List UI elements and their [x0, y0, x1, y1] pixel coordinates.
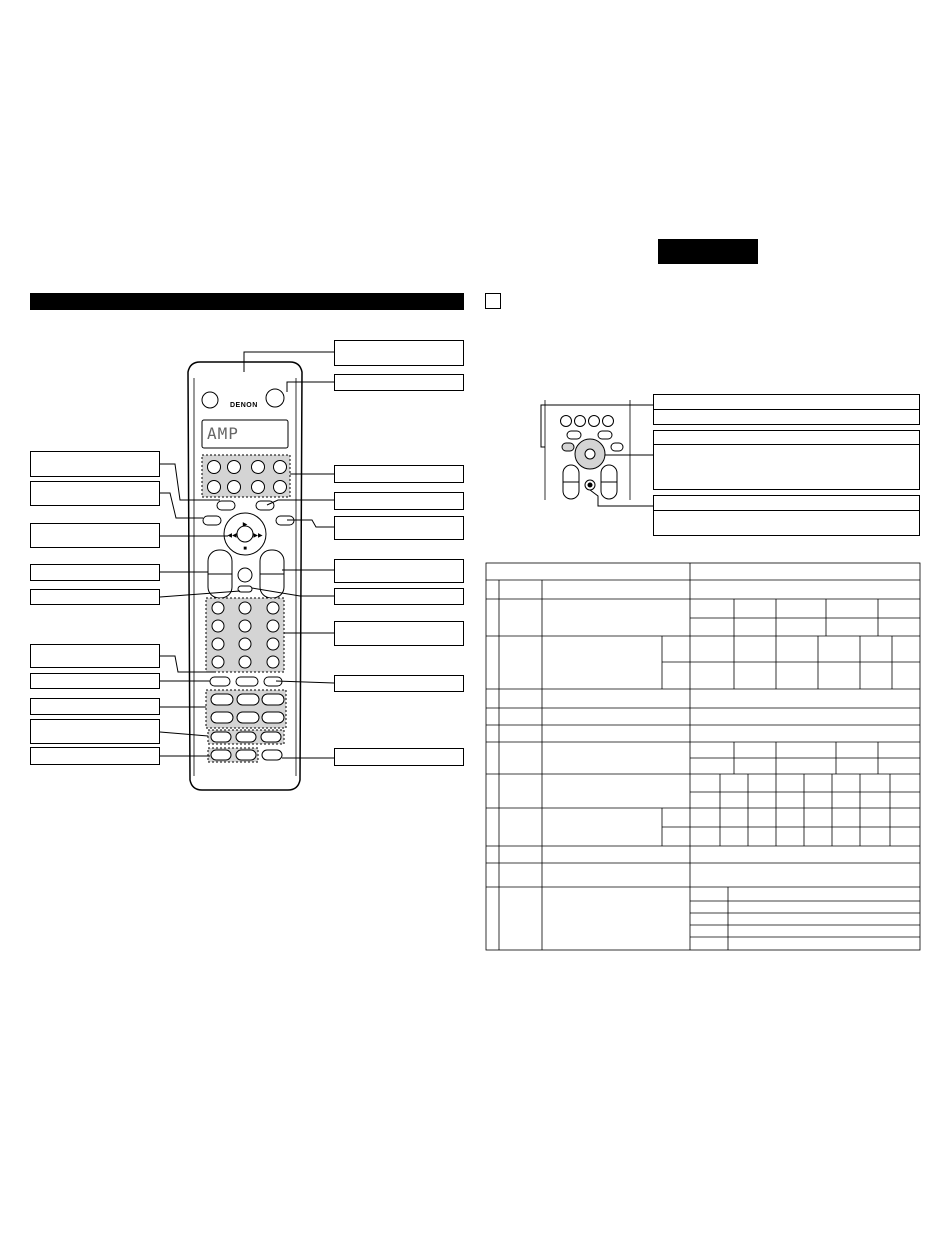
svg-text:▶: ▶: [242, 522, 248, 528]
remote-display-text: AMP: [207, 424, 239, 443]
svg-text:■: ■: [243, 546, 247, 552]
svg-text:◀◀: ◀◀: [227, 533, 237, 539]
remote-brand-logo: DENON: [230, 402, 258, 409]
svg-text:▶▶: ▶▶: [253, 533, 263, 539]
